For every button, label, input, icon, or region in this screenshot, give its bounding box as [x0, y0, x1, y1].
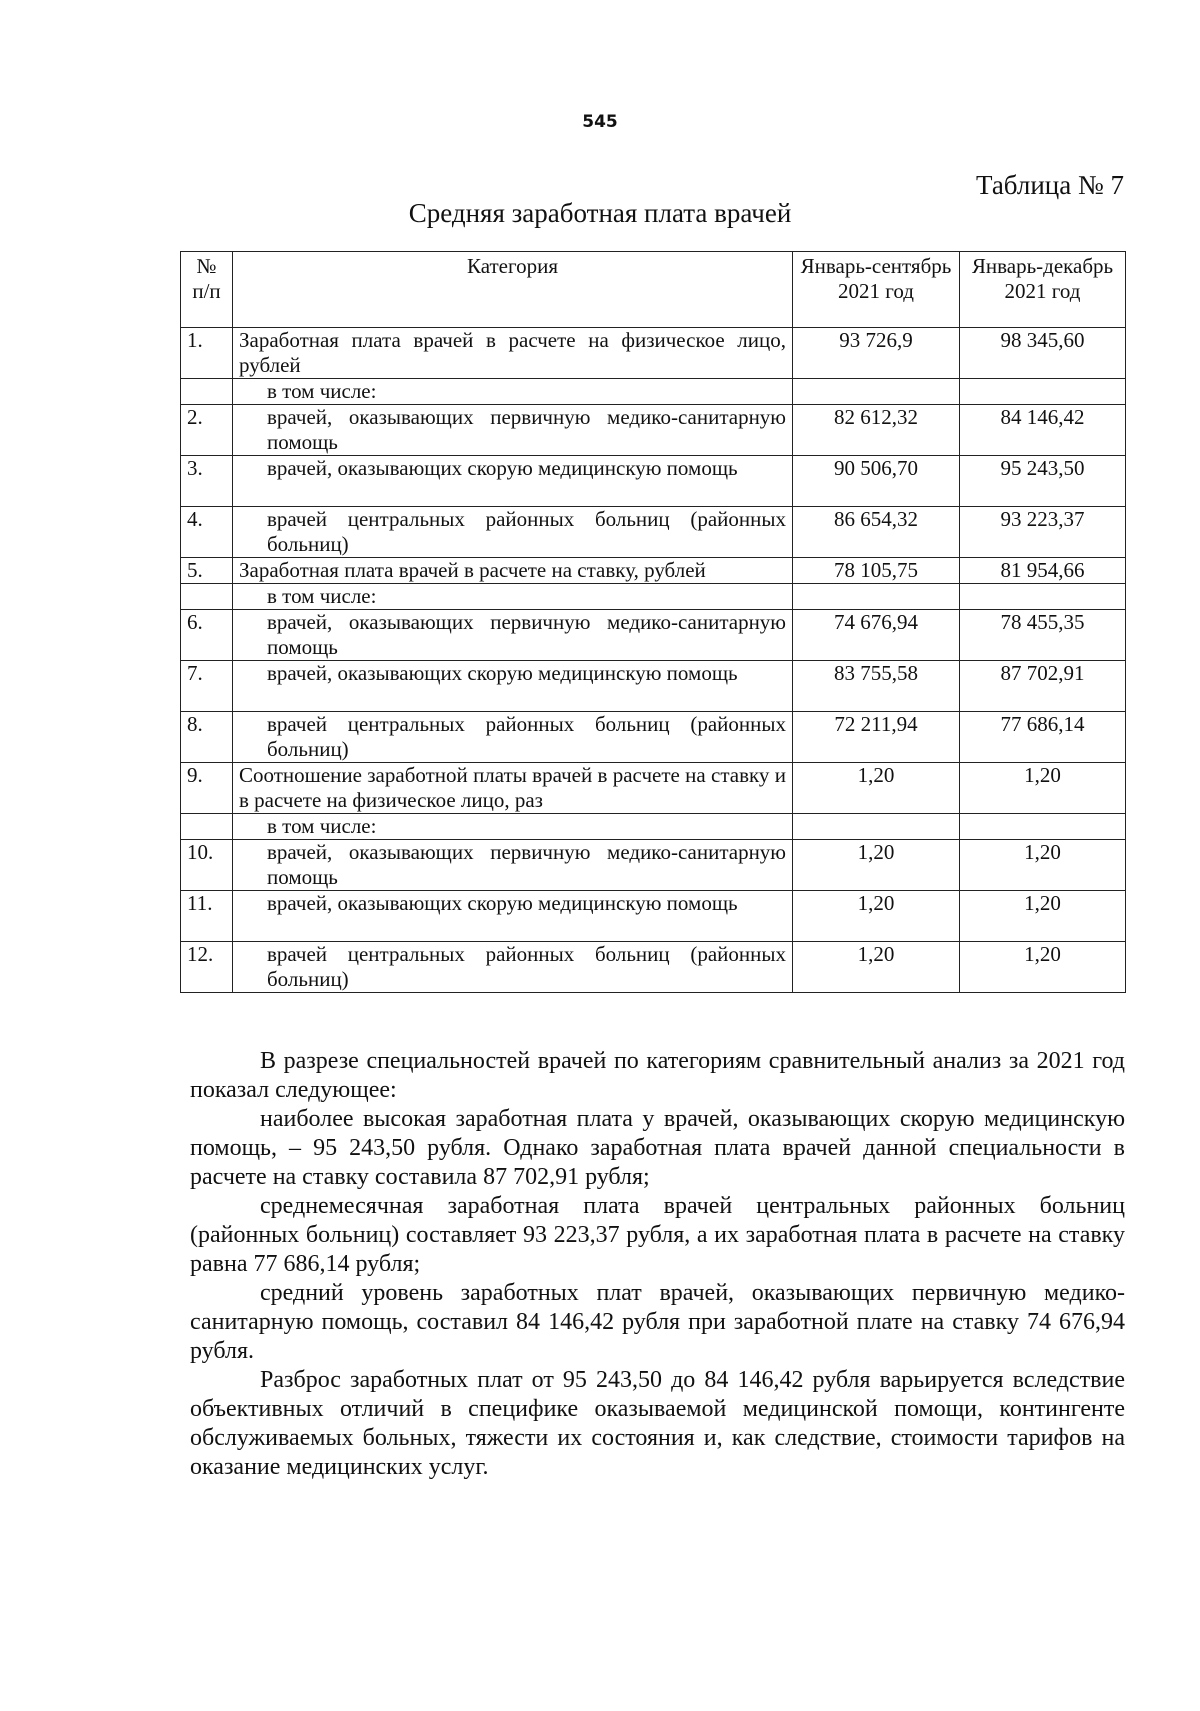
value-jan-dec: 93 223,37	[960, 507, 1126, 558]
header-jan-sep: Январь-сентябрь 2021 год	[793, 252, 960, 328]
table-row	[181, 507, 1126, 558]
row-category: врачей, оказывающих скорую медицинскую помощь	[233, 456, 793, 507]
value-jan-sep: 72 211,94	[793, 712, 960, 763]
value-jan-sep: 90 506,70	[793, 456, 960, 507]
row-category: Заработная плата врачей в расчете на ставку, рублей	[233, 558, 793, 584]
value-jan-sep	[793, 379, 960, 405]
value-jan-dec: 87 702,91	[960, 661, 1126, 712]
table-body	[181, 328, 1126, 993]
page-number: 545	[582, 112, 618, 132]
row-category: в том числе:	[233, 379, 793, 405]
value-jan-sep: 1,20	[793, 942, 960, 993]
value-jan-dec	[960, 814, 1126, 840]
value-jan-dec: 84 146,42	[960, 405, 1126, 456]
row-number	[181, 379, 233, 405]
value-jan-sep	[793, 814, 960, 840]
value-jan-sep: 93 726,9	[793, 328, 960, 379]
value-jan-sep: 83 755,58	[793, 661, 960, 712]
value-jan-sep: 1,20	[793, 763, 960, 814]
value-jan-dec: 1,20	[960, 891, 1126, 942]
row-category: врачей центральных районных больниц (районных больниц)	[233, 942, 793, 993]
row-number: 9.	[181, 763, 233, 814]
row-category: Заработная плата врачей в расчете на физическое лицо, рублей	[233, 328, 793, 379]
row-number: 5.	[181, 558, 233, 584]
table-row	[181, 584, 1126, 610]
table-row	[181, 763, 1126, 814]
row-category: в том числе:	[233, 814, 793, 840]
value-jan-dec: 98 345,60	[960, 328, 1126, 379]
value-jan-dec: 1,20	[960, 763, 1126, 814]
value-jan-sep: 1,20	[793, 891, 960, 942]
table-row	[181, 379, 1126, 405]
table-row	[181, 328, 1126, 379]
table-row	[181, 405, 1126, 456]
table-row	[181, 840, 1126, 891]
header-category: Категория	[233, 252, 793, 328]
value-jan-dec: 78 455,35	[960, 610, 1126, 661]
header-num: № п/п	[181, 252, 233, 328]
paragraph: среднемесячная заработная плата врачей центральных районных больниц (районных больниц) составляет 93 223,37 рубля, а их заработная плата в расчете на ставку равна 77 686,14 рубля;	[190, 1193, 1125, 1277]
value-jan-sep: 78 105,75	[793, 558, 960, 584]
value-jan-sep	[793, 584, 960, 610]
row-number: 8.	[181, 712, 233, 763]
table-row	[181, 661, 1126, 712]
value-jan-dec: 81 954,66	[960, 558, 1126, 584]
row-category: врачей, оказывающих первичную медико-санитарную помощь	[233, 610, 793, 661]
value-jan-dec	[960, 379, 1126, 405]
table-row	[181, 558, 1126, 584]
row-category: врачей, оказывающих скорую медицинскую помощь	[233, 661, 793, 712]
row-number: 4.	[181, 507, 233, 558]
row-number: 3.	[181, 456, 233, 507]
paragraph: наиболее высокая заработная плата у врачей, оказывающих скорую медицинскую помощь, – 95 243,50 рубля. Однако заработная плата врачей данной специальности в расчете на ставку составила 87 702,91 рубля;	[190, 1106, 1125, 1190]
row-category: врачей, оказывающих скорую медицинскую помощь	[233, 891, 793, 942]
table-row	[181, 712, 1126, 763]
row-number: 1.	[181, 328, 233, 379]
row-number: 12.	[181, 942, 233, 993]
table-row	[181, 814, 1126, 840]
row-category: врачей, оказывающих первичную медико-санитарную помощь	[233, 840, 793, 891]
value-jan-sep: 1,20	[793, 840, 960, 891]
table-label: Таблица № 7	[976, 170, 1124, 200]
value-jan-dec: 95 243,50	[960, 456, 1126, 507]
value-jan-dec: 77 686,14	[960, 712, 1126, 763]
value-jan-dec: 1,20	[960, 942, 1126, 993]
salary-table	[180, 251, 1126, 993]
value-jan-dec: 1,20	[960, 840, 1126, 891]
paragraph: средний уровень заработных плат врачей, оказывающих первичную медико-санитарную помощь, составил 84 146,42 рубля при заработной плате на ставку 74 676,94 рубля.	[190, 1280, 1125, 1364]
row-number: 10.	[181, 840, 233, 891]
body-text	[190, 1047, 1125, 1482]
row-number	[181, 584, 233, 610]
value-jan-sep: 82 612,32	[793, 405, 960, 456]
table-row	[181, 891, 1126, 942]
row-category: Соотношение заработной платы врачей в расчете на ставку и в расчете на физическое лицо, раз	[233, 763, 793, 814]
paragraph: В разрезе специальностей врачей по категориям сравнительный анализ за 2021 год показал следующее:	[190, 1048, 1125, 1103]
row-category: врачей, оказывающих первичную медико-санитарную помощь	[233, 405, 793, 456]
value-jan-dec	[960, 584, 1126, 610]
row-category: врачей центральных районных больниц (районных больниц)	[233, 712, 793, 763]
header-jan-dec: Январь-декабрь 2021 год	[960, 252, 1126, 328]
row-category: в том числе:	[233, 584, 793, 610]
table-header-row	[181, 252, 1126, 328]
value-jan-sep: 86 654,32	[793, 507, 960, 558]
row-number: 7.	[181, 661, 233, 712]
table-row	[181, 942, 1126, 993]
row-number: 6.	[181, 610, 233, 661]
table-title: Средняя заработная плата врачей	[408, 198, 792, 228]
paragraph: Разброс заработных плат от 95 243,50 до 84 146,42 рубля варьируется вследствие объективных отличий в специфике оказываемой медицинской помощи, контингенте обслуживаемых больных, тяжести их состояния и, как следствие, стоимости тарифов на оказание медицинских услуг.	[190, 1367, 1125, 1480]
row-number: 11.	[181, 891, 233, 942]
table-row	[181, 610, 1126, 661]
value-jan-sep: 74 676,94	[793, 610, 960, 661]
row-number	[181, 814, 233, 840]
row-category: врачей центральных районных больниц (районных больниц)	[233, 507, 793, 558]
table-row	[181, 456, 1126, 507]
row-number: 2.	[181, 405, 233, 456]
